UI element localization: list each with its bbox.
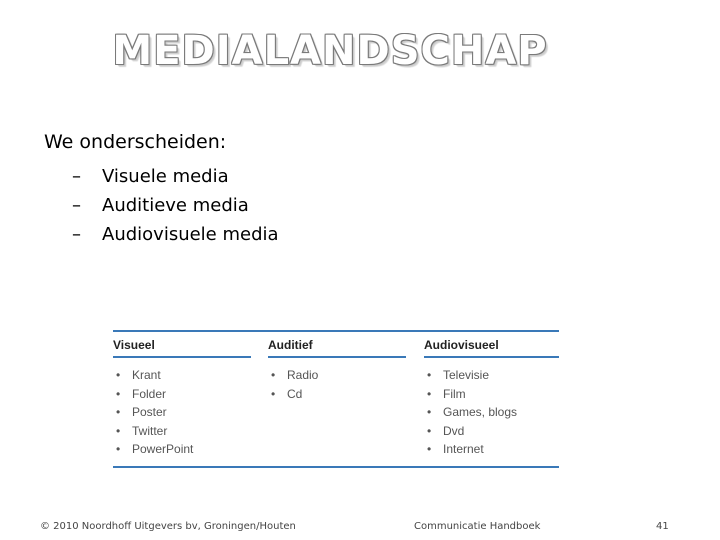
column-auditief (268, 338, 406, 403)
list-item (72, 162, 279, 191)
table-item: • Krant (113, 366, 251, 385)
table-item: • Radio (268, 366, 406, 385)
table-item: • PowerPoint (113, 440, 251, 459)
list-item-label: Audiovisuele media (102, 224, 279, 245)
table-item: • Internet (424, 440, 559, 459)
dash-marker: – (72, 166, 81, 187)
slide-title: MEDIALANDSCHAP (112, 28, 548, 74)
footer-book-title: Communicatie Handboek (414, 521, 541, 532)
column-header: Auditief (268, 338, 406, 358)
media-types-list (72, 162, 279, 249)
page-number: 41 (656, 521, 669, 532)
table-item: • Poster (113, 403, 251, 422)
table-item: • Film (424, 385, 559, 404)
list-item (72, 191, 279, 220)
column-header: Visueel (113, 338, 251, 358)
table-bottom-rule (113, 466, 559, 468)
dash-marker: – (72, 224, 81, 245)
table-item: • Televisie (424, 366, 559, 385)
list-item-label: Visuele media (102, 166, 229, 187)
dash-marker: – (72, 195, 81, 216)
column-header: Audiovisueel (424, 338, 559, 358)
list-item-label: Auditieve media (102, 195, 249, 216)
column-visueel (113, 338, 251, 459)
table-item: • Dvd (424, 422, 559, 441)
table-top-rule (113, 330, 559, 332)
footer-copyright: © 2010 Noordhoff Uitgevers bv, Groningen/Houten (40, 521, 296, 532)
column-audiovisueel (424, 338, 559, 459)
media-table (113, 330, 559, 468)
table-item: • Games, blogs (424, 403, 559, 422)
list-item (72, 220, 279, 249)
table-item: • Folder (113, 385, 251, 404)
table-item: • Cd (268, 385, 406, 404)
table-item: • Twitter (113, 422, 251, 441)
intro-text: We onderscheiden: (44, 131, 227, 153)
